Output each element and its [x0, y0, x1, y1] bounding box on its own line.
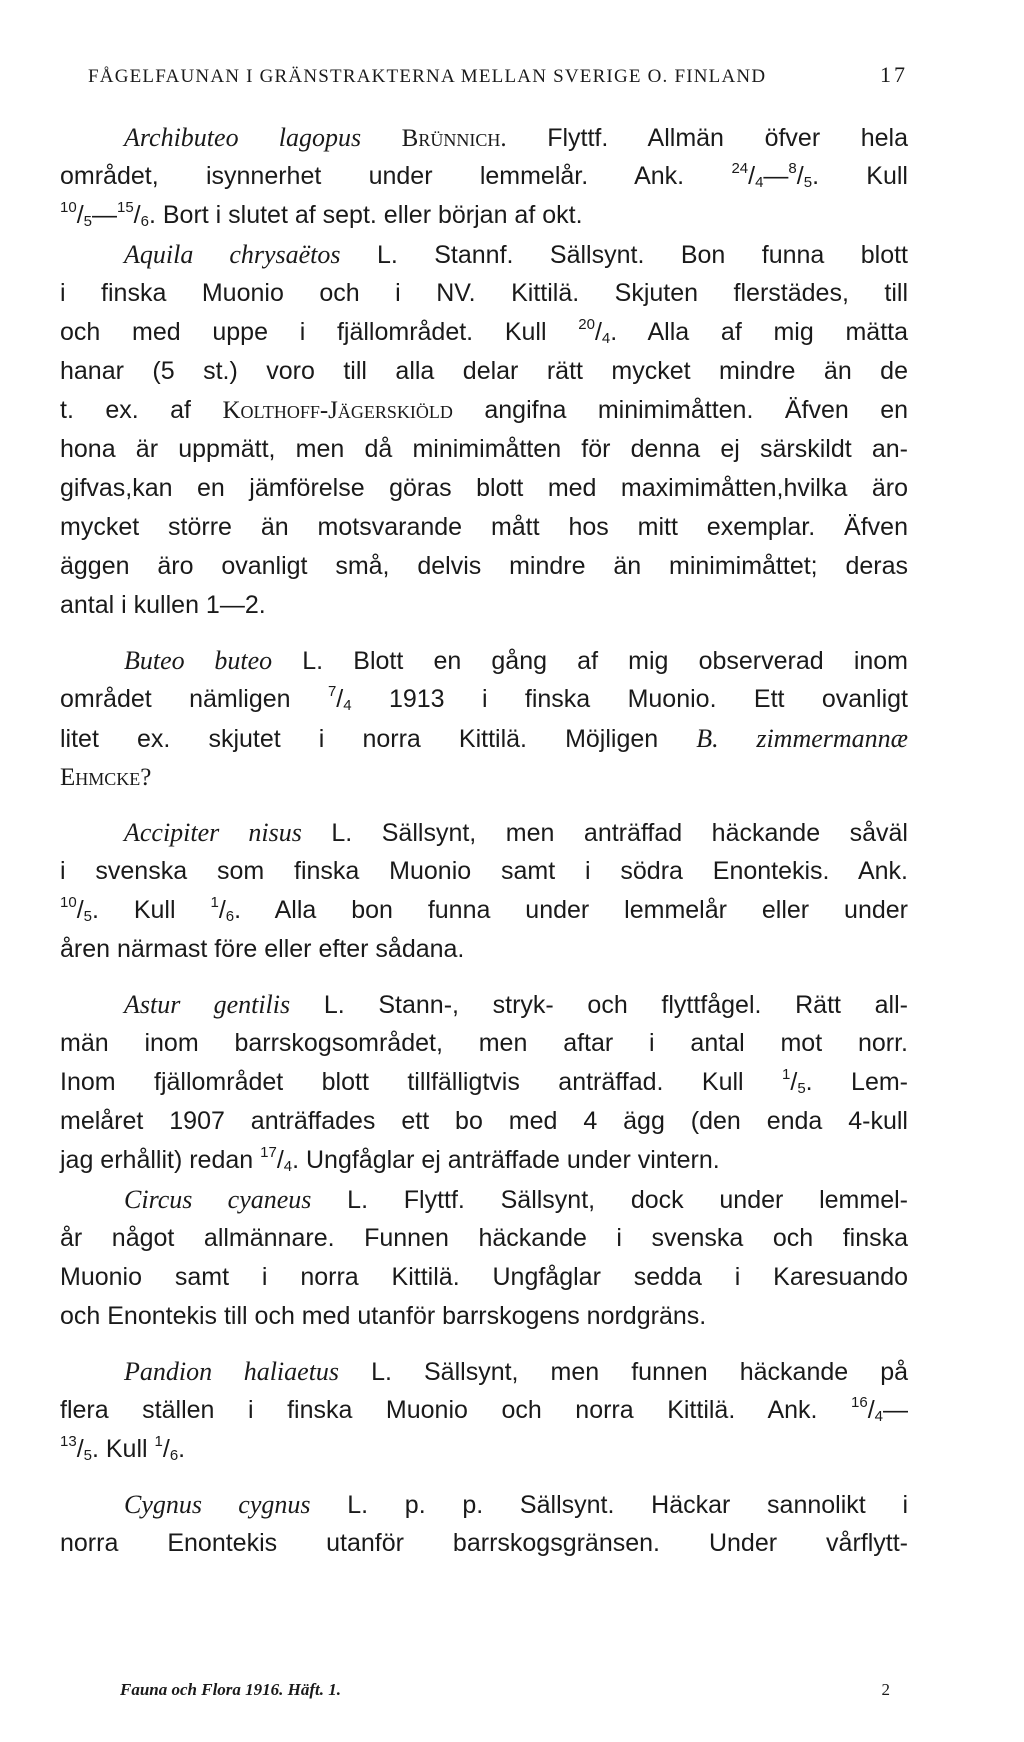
species-name: Pandion haliaetus	[124, 1357, 340, 1386]
entry-archibuteo-line	[60, 118, 908, 157]
text-line: i finska Muonio och i NV. Kittilä. Skjuten flerstädes, till	[60, 279, 908, 307]
text-run: och med uppe i fjällområdet. Kull	[60, 318, 547, 346]
entry-buteo-line	[60, 641, 908, 680]
text-line: antal i kullen 1—2.	[60, 591, 266, 619]
text-run: . Ungfåglar ej anträffade under vintern.	[292, 1146, 720, 1174]
text-run: litet ex. skjutet i norra Kittilä. Möjligen	[60, 725, 659, 753]
species-name: Astur gentilis	[124, 990, 291, 1019]
species-name: Aquila chrysaëtos	[124, 240, 341, 269]
text-run: flera ställen i finska Muonio och norra Kittilä. Ank.	[60, 1396, 818, 1424]
text-run: 1913 i finska Muonio. Ett ovanligt	[388, 685, 908, 713]
text-line: år något allmännare. Funnen häckande i svenska och finska	[60, 1224, 908, 1252]
entry-circus-line	[60, 1180, 908, 1219]
text-line: och Enontekis till och med utanför barrskogens nordgräns.	[60, 1302, 707, 1330]
entry-accipiter-line	[60, 813, 908, 852]
text-run: t. ex. af	[60, 396, 191, 424]
date-fraction: $^{10}/_5$	[60, 894, 92, 925]
text-run: L. Stannf. Sällsynt. Bon funna blott	[376, 241, 908, 269]
text-run: L. p. p. Sällsynt. Häckar sannolikt i	[347, 1491, 908, 1519]
text-run: Inom fjällområdet blott tillfälligtvis anträffad. Kull	[60, 1068, 744, 1096]
text-run: . Alla af mig mätta	[610, 318, 908, 346]
running-header	[88, 62, 908, 88]
text-run: L. Sällsynt, men anträffad häckande såväl	[331, 819, 908, 847]
entry-pandion-line	[60, 1352, 908, 1391]
date-fraction: $^1/_5$	[782, 1066, 806, 1097]
page-footer	[120, 1680, 890, 1700]
species-name: Buteo buteo	[124, 646, 273, 675]
entry-cygnus-line	[60, 1485, 908, 1524]
date-fraction: $^{16}/_4—$	[851, 1394, 908, 1425]
text-line: hona är uppmätt, men då minimimåtten för denna ej särskildt an-	[60, 435, 908, 463]
text-run: . Kull	[812, 162, 908, 190]
text-run: . Bort i slutet af sept. eller början af okt.	[148, 201, 583, 229]
text-run: L. Stann-, stryk- och flyttfågel. Rätt all-	[323, 991, 908, 1019]
page-number: 17	[880, 62, 908, 87]
cited-author: Ehmcke?	[60, 764, 152, 791]
text-line: i svenska som finska Muonio samt i södra Enontekis. Ank.	[60, 857, 908, 885]
date-fraction: $^1/_6$	[210, 894, 235, 925]
text-run: området nämligen	[60, 685, 291, 713]
text-run: L. Sällsynt, men funnen häckande på	[371, 1358, 909, 1386]
text-line	[60, 157, 908, 196]
text-line	[60, 1141, 908, 1180]
text-line: norra Enontekis utanför barrskogsgränsen. Under vårflytt-	[60, 1529, 908, 1557]
text-body	[60, 118, 908, 1563]
text-run: L. Blott en gång af mig observerad inom	[302, 647, 909, 675]
text-line	[60, 1430, 908, 1469]
text-run: Flyttf. Allmän öfver hela	[547, 124, 909, 152]
text-line	[60, 313, 908, 352]
text-line	[60, 1391, 908, 1430]
date-fraction: $^{13}/_5$	[60, 1433, 92, 1464]
date-fraction: $^{17}/_4$	[260, 1144, 293, 1175]
text-line: äggen äro ovanligt små, delvis mindre än minimimåttet; deras	[60, 552, 908, 580]
text-line: åren närmast före eller efter sådana.	[60, 935, 465, 963]
date-fraction: $^{20}/_4$	[578, 316, 611, 347]
text-run: . Lem-	[805, 1068, 909, 1096]
date-fraction: $^1/_6$	[154, 1433, 179, 1464]
text-line: hanar (5 st.) voro till alla delar rätt mycket mindre än de	[60, 357, 908, 385]
species-name: Accipiter nisus	[124, 818, 302, 847]
species-name: Archibuteo lagopus	[124, 123, 362, 152]
species-name: B. zimmermannæ	[696, 724, 908, 753]
date-fraction: $^{10}/_5—^{15}/_6$	[60, 199, 149, 230]
text-run: . Kull	[91, 896, 176, 924]
text-run: jag erhållit) redan	[60, 1146, 254, 1174]
text-line	[60, 196, 908, 235]
text-line	[60, 680, 908, 719]
text-run: området, isynnerhet under lemmelår. Ank.	[60, 162, 685, 190]
text-line: gifvas,kan en jämförelse göras blott med maximimåtten,hvilka äro	[60, 474, 908, 502]
date-fraction: $^7/_4$	[327, 683, 352, 714]
text-line	[60, 719, 908, 758]
text-run: . Kull	[91, 1435, 148, 1463]
date-fraction: $^{24}/_4—^8/_5$	[731, 160, 813, 191]
journal-citation: Fauna och Flora 1916. Häft. 1.	[120, 1680, 342, 1699]
text-run: angifna minimimåtten. Äfven en	[484, 396, 909, 424]
entry-astur-line	[60, 985, 908, 1024]
running-title: FÅGELFAUNAN I GRÄNSTRAKTERNA MELLAN SVERIGE O. FINLAND	[88, 66, 767, 87]
text-line: mycket större än motsvarande mått hos mitt exemplar. Äfven	[60, 513, 908, 541]
text-line	[60, 1063, 908, 1102]
text-line	[60, 758, 908, 797]
text-line: Muonio samt i norra Kittilä. Ungfåglar sedda i Karesuando	[60, 1263, 908, 1291]
text-run: . Alla bon funna under lemmelår eller under	[234, 896, 908, 924]
species-author: Brünnich.	[401, 125, 507, 152]
text-line	[60, 391, 908, 430]
cited-author: Kolthoff-Jägerskiöld	[222, 397, 453, 424]
entry-aquila-line	[60, 235, 908, 274]
text-line	[60, 891, 908, 930]
signature-mark: 2	[881, 1680, 890, 1699]
text-run: L. Flyttf. Sällsynt, dock under lemmel-	[347, 1186, 908, 1214]
text-line: män inom barrskogsområdet, men aftar i antal mot norr.	[60, 1029, 908, 1057]
text-line: melåret 1907 anträffades ett bo med 4 ägg (den enda 4-kull	[60, 1107, 908, 1135]
text-run: .	[178, 1435, 186, 1463]
species-name: Circus cyaneus	[124, 1185, 312, 1214]
species-name: Cygnus cygnus	[124, 1490, 311, 1519]
